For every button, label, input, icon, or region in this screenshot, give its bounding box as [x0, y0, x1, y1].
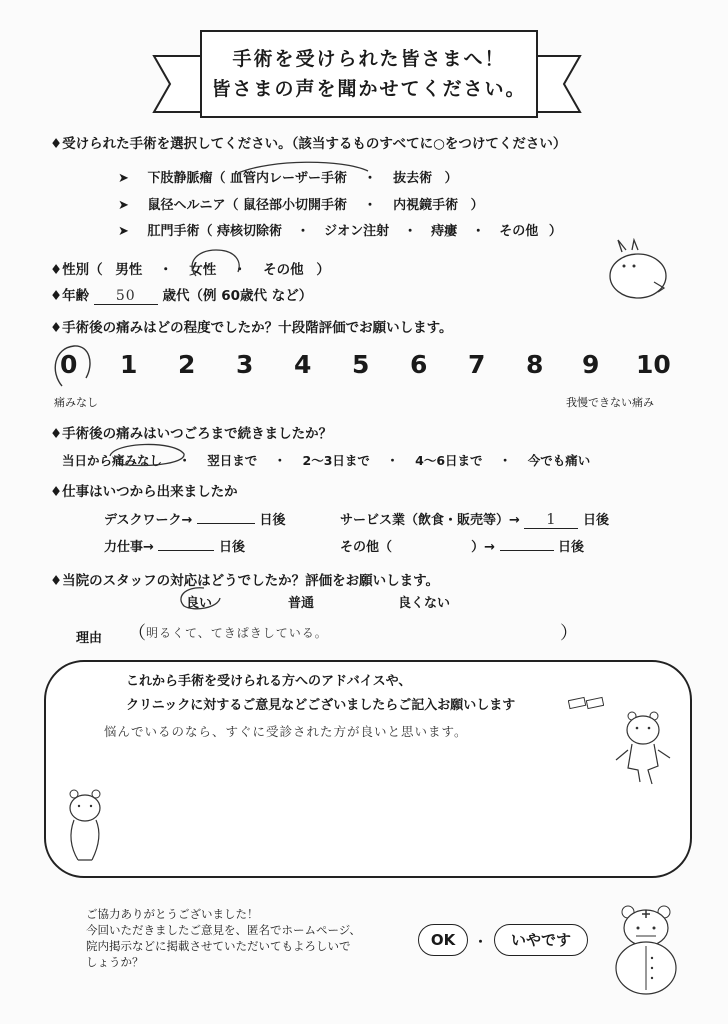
bear-mascot-icon	[610, 708, 682, 792]
scale-7[interactable]: 7	[468, 350, 486, 379]
banner-ribbon-left	[148, 50, 202, 114]
scale-3[interactable]: 3	[236, 350, 254, 379]
option-average[interactable]: 普通	[288, 596, 315, 611]
pencil-eraser-icon	[568, 696, 604, 710]
surgery-row-hernia: ➤ 鼠径ヘルニア（ 鼠径部小切開手術 ・ 内視鏡手術 ）	[118, 198, 484, 213]
advice-prompt-line2: クリニックに対するご意見などございましたらご記入お願いします	[126, 698, 516, 713]
question-staff: ♦当院のスタッフの対応はどうでしたか？評価をお願いします。	[50, 573, 440, 589]
option-bad[interactable]: 良くない	[398, 596, 451, 611]
pain-duration-options: 当日から痛みなし ・ 翌日まで ・ 2～3日まで ・ 4～6日まで ・ 今でも痛い	[62, 453, 591, 468]
hand-circle-zero	[48, 342, 96, 390]
option-2-3-days[interactable]: 2～3日まで	[302, 453, 370, 468]
arrow-icon: ➤	[118, 198, 129, 213]
bear-mascot-left-icon	[58, 786, 114, 866]
surgery-row-anal: ➤ 肛門手術（ 痔核切除術 ・ ジオン注射 ・ 痔瘻 ・ その他 ）	[118, 224, 562, 239]
question-surgery: ♦受けられた手術を選択してください。（該当するものすべてに○をつけてください）	[50, 136, 567, 152]
footer-thanks: ご協力ありがとうございました！	[86, 907, 259, 921]
option-no-pain[interactable]: 当日から痛みなし	[62, 453, 163, 468]
scale-2[interactable]: 2	[178, 350, 196, 379]
scale-1[interactable]: 1	[120, 350, 138, 379]
banner-ribbon-right	[532, 50, 586, 114]
scale-9[interactable]: 9	[582, 350, 600, 379]
question-gender: ♦性別（ 男性 ・ 女性 ・ その他 ）	[50, 262, 330, 278]
footer-text	[86, 906, 361, 970]
option-small-incision[interactable]: 鼠径部小切開手術	[242, 198, 347, 213]
option-next-day[interactable]: 翌日まで	[207, 453, 258, 468]
scale-10[interactable]: 10	[636, 350, 671, 379]
title-banner	[200, 30, 538, 118]
option-other[interactable]: その他	[499, 224, 539, 239]
arrow-icon: ➤	[118, 224, 129, 239]
option-other-gender[interactable]: その他	[263, 262, 304, 278]
scale-5[interactable]: 5	[352, 350, 370, 379]
desk-days-field[interactable]	[197, 511, 255, 524]
scale-min-label: 痛みなし	[54, 396, 98, 409]
option-male[interactable]: 男性	[115, 262, 143, 278]
advice-box[interactable]	[44, 660, 692, 878]
surgery-name: 下肢静脈瘤（	[147, 171, 226, 186]
reason-field[interactable]: 明るくて、てきぱきしている。	[146, 626, 328, 640]
option-good[interactable]: 良い	[186, 596, 213, 611]
option-hemorrhoidectomy[interactable]: 痔核切除術	[216, 224, 282, 239]
scale-max-label: 我慢できない痛み	[566, 396, 654, 409]
arrow-icon: ➤	[118, 171, 129, 186]
decline-button[interactable]: いやです	[494, 924, 588, 956]
work-service: サービス業（飲食・販売等）→ 1 日後	[340, 510, 609, 528]
page-title-line2: 皆さまの声を聞かせてください。	[211, 78, 527, 100]
hand-circle-female	[186, 246, 244, 282]
footer-consent-line3: しょうか？	[86, 955, 144, 969]
hand-circle-no-pain	[104, 440, 188, 470]
rabbit-mascot-icon	[604, 238, 674, 302]
hand-circle-mark	[229, 161, 372, 187]
work-desk: デスクワーク→ 日後	[104, 513, 286, 528]
scale-6[interactable]: 6	[410, 350, 428, 379]
question-work: ♦仕事はいつから出来ましたか	[50, 484, 238, 500]
scale-8[interactable]: 8	[526, 350, 544, 379]
option-still-painful[interactable]: 今でも痛い	[527, 453, 591, 468]
footer-consent-line1: 今回いただきましたご意見を、匿名でホームページ、	[86, 923, 361, 937]
work-physical: 力仕事→ 日後	[104, 540, 245, 555]
footer-consent-line2: 院内掲示などに掲載させていただいてもよろしいで	[86, 939, 351, 953]
other-days-field[interactable]	[500, 538, 554, 551]
reason-label: 理由	[76, 631, 103, 646]
physical-days-field[interactable]	[158, 538, 214, 551]
scale-0[interactable]: 0	[60, 350, 78, 379]
option-stripping[interactable]: 抜去術	[393, 171, 433, 186]
age-field[interactable]: 50	[94, 288, 158, 305]
question-pain-duration: ♦手術後の痛みはいつごろまで続きましたか？	[50, 426, 333, 442]
hand-circle-good	[174, 584, 226, 612]
option-fistula[interactable]: 痔瘻	[431, 224, 458, 239]
option-zion[interactable]: ジオン注射	[324, 224, 390, 239]
pain-scale	[56, 350, 676, 390]
advice-prompt-line1: これから手術を受けられる方へのアドバイスや、	[126, 674, 412, 689]
option-endoscopic[interactable]: 内視鏡手術	[393, 198, 459, 213]
question-pain-scale: ♦手術後の痛みはどの程度でしたか？十段階評価でお願いします。	[50, 320, 453, 336]
option-female[interactable]: 女性	[189, 262, 217, 278]
ok-button[interactable]: OK	[418, 924, 468, 956]
service-days-field[interactable]: 1	[524, 510, 578, 529]
page-title-line1: 手術を受けられた皆さまへ！	[232, 48, 506, 70]
advice-handwritten[interactable]: 悩んでいるのなら、すぐに受診された方が良いと思います。	[104, 724, 468, 739]
surgery-row-varicose: ➤ 下肢静脈瘤（ 血管内レーザー手術 ・ 抜去術 ）	[118, 171, 458, 186]
option-4-6-days[interactable]: 4～6日まで	[415, 453, 483, 468]
bear-doctor-mascot-icon	[606, 902, 686, 996]
scale-4[interactable]: 4	[294, 350, 312, 379]
question-age: ♦年齢 50 歳代（例 60歳代 など）	[50, 288, 313, 304]
option-laser[interactable]: 血管内レーザー手術	[229, 171, 347, 186]
work-other: その他（ ）→ 日後	[340, 540, 585, 555]
